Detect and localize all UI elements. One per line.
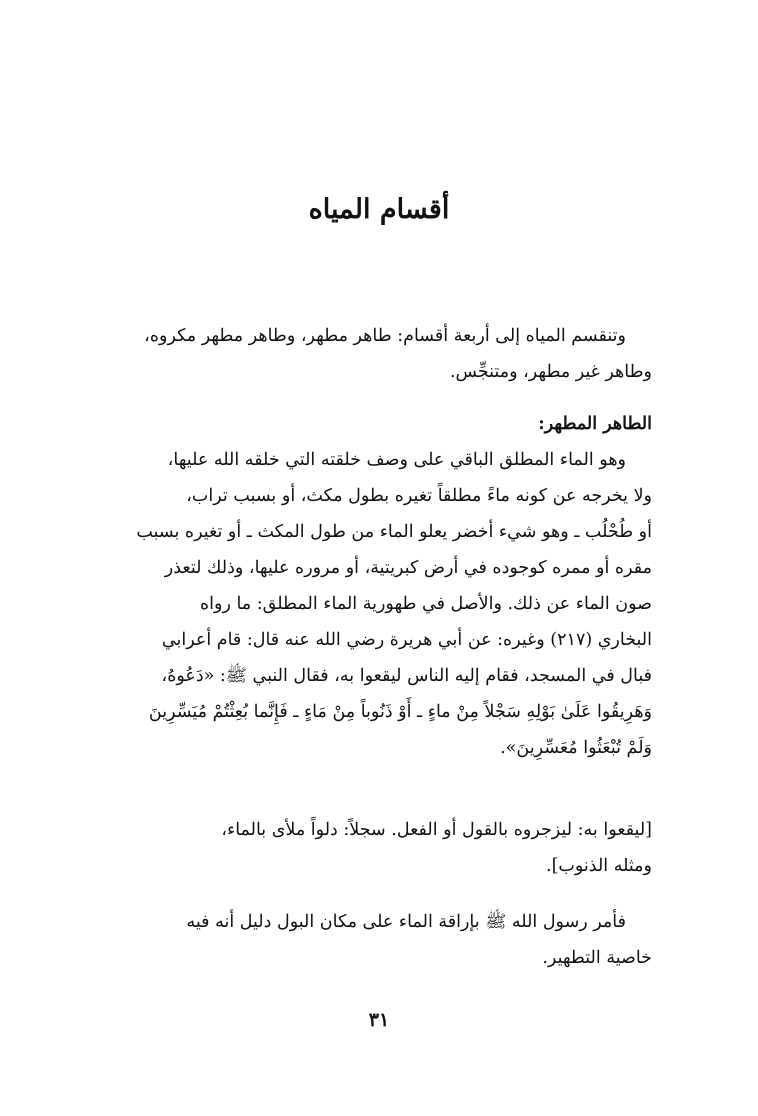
section-paragraph xyxy=(92,406,652,766)
final-paragraph xyxy=(92,904,652,976)
paragraph-line: خاصية التطهير. xyxy=(542,948,652,968)
paragraph-line: مقره أو ممره كوجوده في أرض كبريتية، أو مروره عليها، وذلك لتعذر xyxy=(164,558,652,578)
paragraph-line: وتنقسم المياه إلى أربعة أقسام: طاهر مطهر، وطاهر مطهر مكروه، xyxy=(144,326,626,346)
intro-paragraph xyxy=(92,318,652,390)
paragraph-line: وهو الماء المطلق الباقي على وصف خلقته التي خلقه الله عليها، xyxy=(167,450,626,470)
section-heading: الطاهر المطهر: xyxy=(538,414,652,434)
page-number: ٣١ xyxy=(368,1009,390,1031)
paragraph-line: وَهَرِيقُوا عَلَىٰ بَوْلِهِ سَجْلاً مِنْ ماءٍ ـ أَوْ ذَنُوباً مِنْ مَاءٍ ـ فَإِنَّما بُعِثْتُمْ مُيَسِّرِينَ xyxy=(148,702,652,722)
note-paragraph xyxy=(92,812,652,884)
paragraph-line: وطاهر غير مطهر، ومتنجِّس. xyxy=(449,362,652,382)
paragraph-line: ولا يخرجه عن كونه ماءً مطلقاً تغيره بطول مكث، أو بسبب تراب، xyxy=(186,486,652,506)
paragraph-line: صون الماء عن ذلك. والأصل في طهورية الماء المطلق: ما رواه xyxy=(199,594,652,614)
paragraph-line: وَلَمْ تُبْعَثُوا مُعَسِّرِينَ». xyxy=(500,738,652,758)
paragraph-line: أو طُحْلُب ـ وهو شيء أخضر يعلو الماء من طول المكث ـ أو تغيره بسبب xyxy=(136,522,652,542)
page-title: أقسام المياه xyxy=(308,194,450,225)
paragraph-line: ومثله الذنوب]. xyxy=(546,856,652,876)
paragraph-line: فبال في المسجد، فقام إليه الناس ليقعوا به، فقال النبي ﷺ: «دَعُوهُ، xyxy=(161,666,652,686)
paragraph-line: فأمر رسول الله ﷺ بإراقة الماء على مكان البول دليل أنه فيه xyxy=(186,912,626,932)
paragraph-line: [ليقعوا به: ليزجروه بالقول أو الفعل. سجلاً: دلواً ملأى بالماء، xyxy=(221,820,652,840)
paragraph-line: البخاري (٢١٧) وغيره: عن أبي هريرة رضي الله عنه قال: قام أعرابي xyxy=(161,630,652,650)
